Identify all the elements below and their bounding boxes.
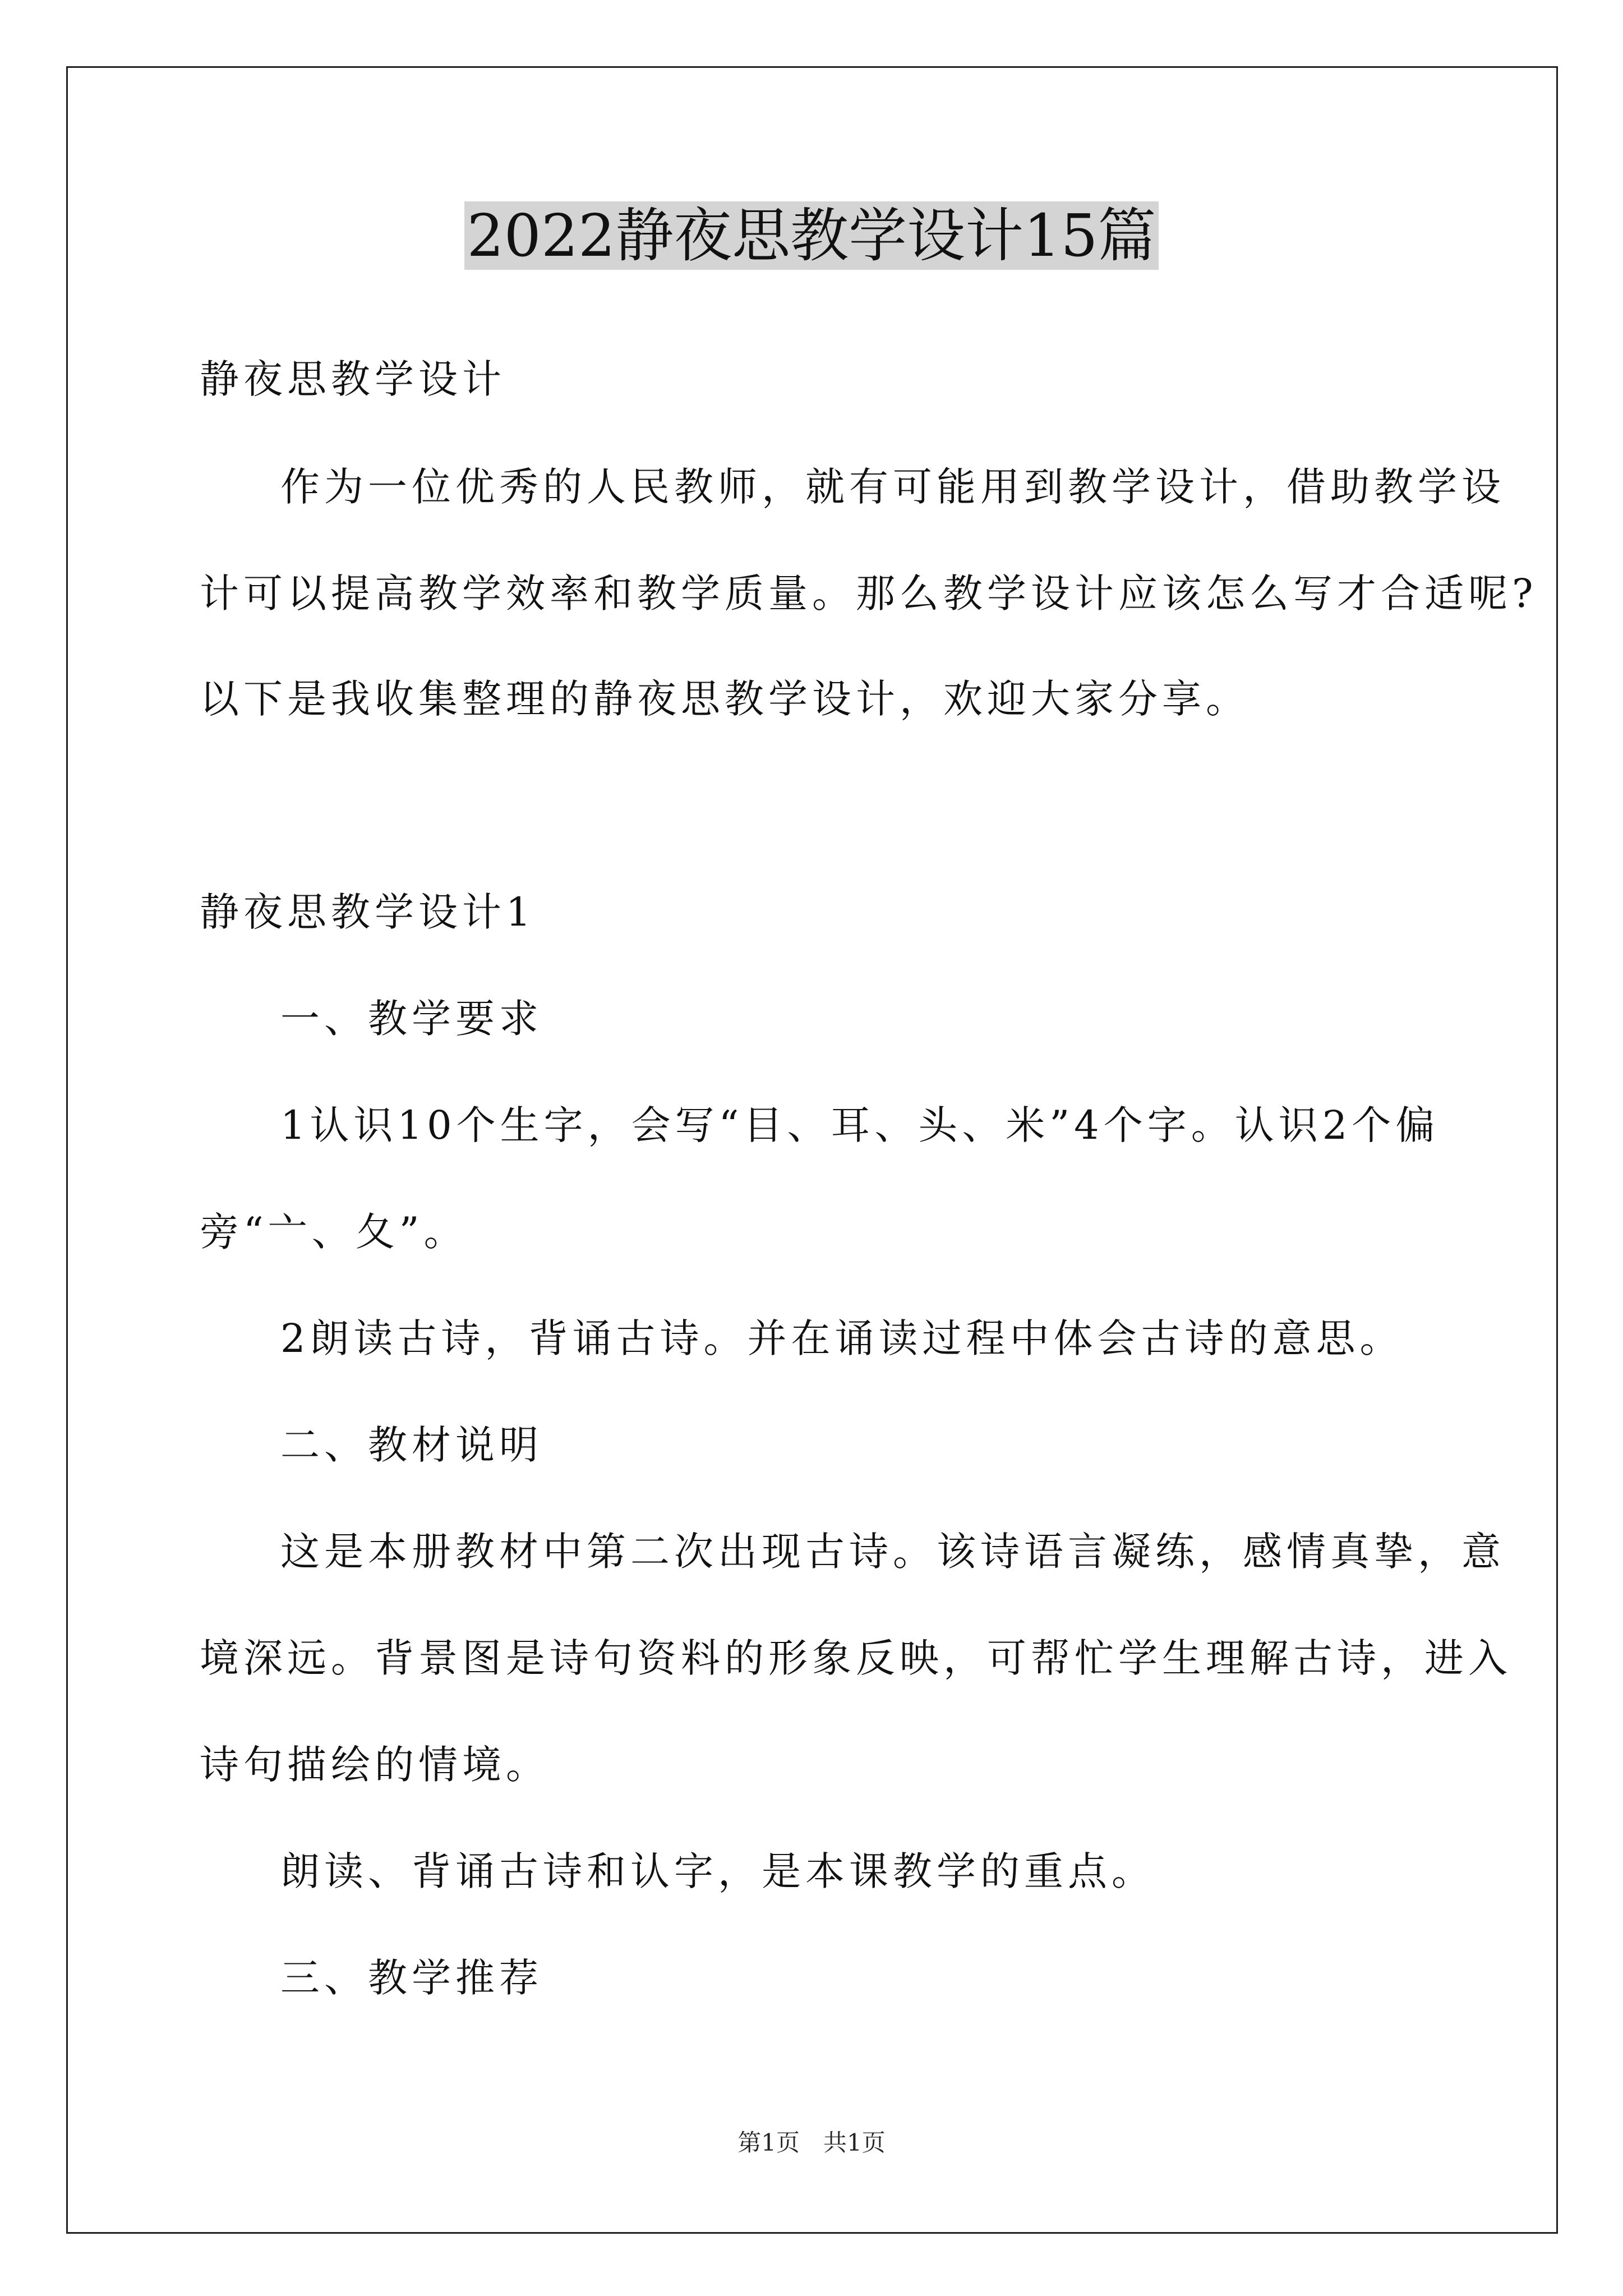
paragraph-line: 诗句描绘的情境。 [200,1742,550,1788]
paragraph-line: 旁“亠、夂”。 [200,1209,468,1255]
page-footer: 第1页 共1页 [737,2129,886,2156]
paragraph-line: 2朗读古诗，背诵古诗。并在诵读过程中体会古诗的意思。 [280,1315,1404,1361]
paragraph-line: 计可以提高教学效率和教学质量。那么教学设计应该怎么写才合适呢? [200,570,1538,616]
subheading-teaching-requirements: 一、教学要求 [280,996,543,1042]
section-heading-intro: 静夜思教学设计 [200,356,506,402]
paragraph-line: 这是本册教材中第二次出现古诗。该诗语言凝练，感情真挚，意 [280,1529,1505,1575]
document-title [0,197,1623,274]
section-heading-design-1: 静夜思教学设计1 [200,889,536,935]
paragraph-line: 1认识10个生字，会写“目、耳、头、米”4个字。认识2个偏 [280,1102,1440,1148]
paragraph-line: 朗读、背诵古诗和认字，是本课教学的重点。 [280,1848,1155,1894]
paragraph-line: 以下是我收集整理的静夜思教学设计，欢迎大家分享。 [200,676,1249,722]
subheading-teaching-suggestions: 三、教学推荐 [280,1955,543,2001]
subheading-material-notes: 二、教材说明 [280,1422,543,1468]
document-title-text: 2022静夜思教学设计15篇 [464,201,1158,270]
paragraph-line: 境深远。背景图是诗句资料的形象反映，可帮忙学生理解古诗，进入 [200,1635,1512,1681]
paragraph-line: 作为一位优秀的人民教师，就有可能用到教学设计，借助教学设 [280,464,1505,510]
